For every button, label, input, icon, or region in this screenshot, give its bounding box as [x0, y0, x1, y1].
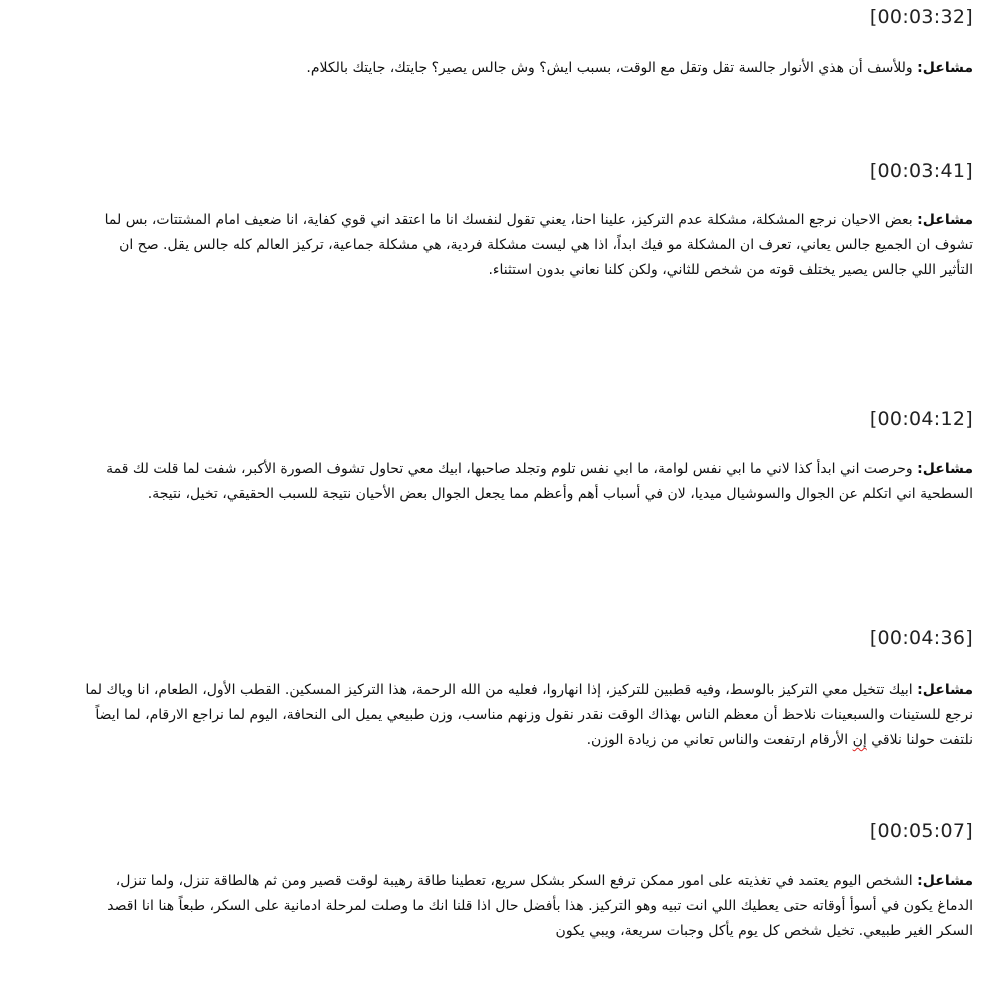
paragraph-text: بعض الاحيان نرجع المشكلة، مشكلة عدم التركيز، علينا احنا، يعني تقول لنفسك انا ما اعتقد اني قوي كفاية، انا ضعيف امام المشتتات، بس لما تشوف ان الجميع جالس يعاني، تعرف ان المشكلة مو فيك ابداً، اذا هي ليست مشكلة فردية، هي مشكلة جماعية، تركيز العالم كله جالس يقل. صح ان التأثير اللي جالس يصير يختلف قوته من شخص للثاني، ولكن كلنا نعاني بدون استثناء. — [104, 212, 973, 278]
transcript-paragraph — [83, 869, 973, 944]
paragraph-text: ابيك تتخيل معي التركيز بالوسط، وفيه قطبين للتركيز، إذا انهاروا، فعليه من الله الرحمة، هذا التركيز المسكين. القطب الأول، الطعام، انا وياك لما نرجع للستينات والسبعينات نلاحظ أن معظم الناس بهذاك الوقت نقدر نقول وزنهم مناسب، وزن طبيعي يميل الى النحافة، اليوم لما نراجع الارقام، لما ايضاً نلتفت حولنا نلاقي — [85, 682, 973, 748]
paragraph-text: الأرقام ارتفعت والناس تعاني من زيادة الوزن. — [586, 732, 853, 748]
timestamp: [00:03:32] — [869, 6, 973, 28]
speaker-label: مشاعل: — [917, 461, 973, 477]
transcript-paragraph — [83, 678, 973, 753]
transcript-paragraph — [83, 457, 973, 507]
speaker-label: مشاعل: — [917, 60, 973, 76]
timestamp: [00:04:36] — [869, 627, 973, 649]
speaker-label: مشاعل: — [917, 212, 973, 228]
timestamp: [00:04:12] — [869, 408, 973, 430]
transcript-paragraph — [83, 208, 973, 283]
paragraph-text: الشخص اليوم يعتمد في تغذيته على امور ممكن ترفع السكر بشكل سريع، تعطينا طاقة رهيبة لوقت قصير ومن ثم هالطاقة تنزل، ولما تنزل، الدماغ يكون في أسوأ أوقاته حتى يعطيك اللي انت تبيه وهو التركيز. هذا بأفضل حال اذا قلنا انك ما وصلت لمرحلة ادمانية على السكر، طبعاً هنا انا اقصد السكر الغير طبيعي. تخيل شخص كل يوم يأكل وجبات سريعة، ويبي يكون — [107, 873, 973, 939]
spellcheck-flagged-word[interactable]: إن — [852, 732, 867, 748]
timestamp: [00:05:07] — [869, 820, 973, 842]
paragraph-text: وللأسف أن هذي الأنوار جالسة تقل وتقل مع الوقت، بسبب ايش؟ وش جالس يصير؟ جايتك، جايتك بالكلام. — [306, 60, 913, 76]
paragraph-text: وحرصت اني ابدأ كذا لاني ما ابي نفس لوامة، ما ابي نفس تلوم وتجلد صاحبها، ابيك معي تحاول تشوف الصورة الأكبر، شفت لما قلت لك قمة السطحية اني اتكلم عن الجوال والسوشيال ميديا، لان في أسباب أهم وأعظم مما يجعل الجوال بعض الأحيان نتيجة للسبب الحقيقي، تخيل، نتيجة. — [106, 461, 973, 502]
speaker-label: مشاعل: — [917, 682, 973, 698]
timestamp: [00:03:41] — [869, 160, 973, 182]
speaker-label: مشاعل: — [917, 873, 973, 889]
transcript-paragraph — [83, 56, 973, 81]
